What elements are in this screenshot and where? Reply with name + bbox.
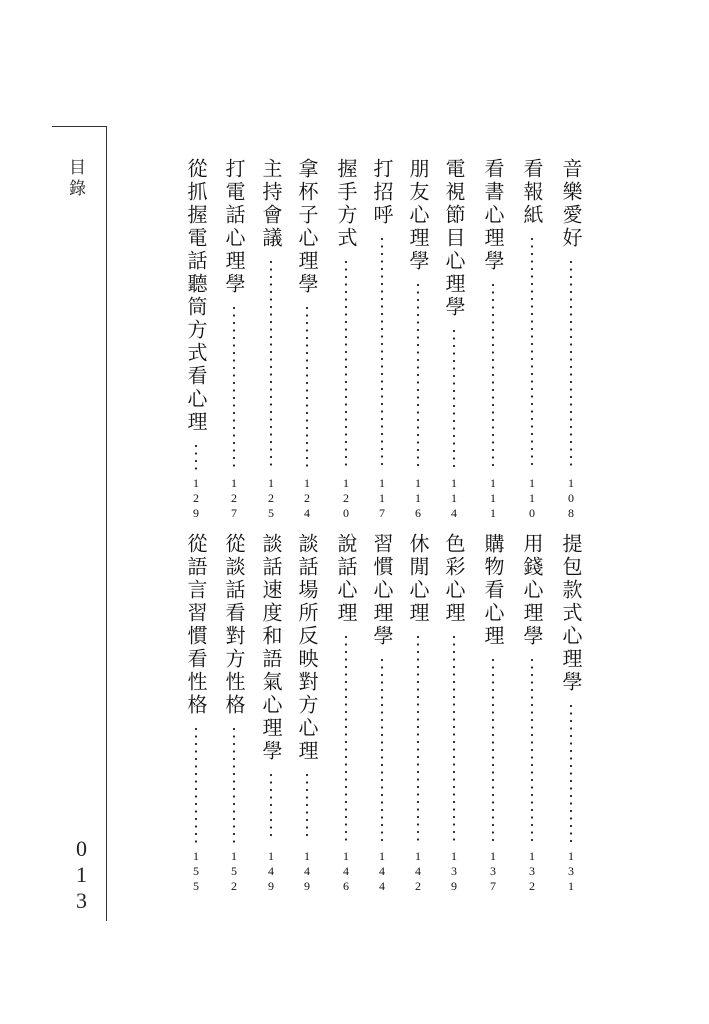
toc-entry-title: 看書心理學: [481, 158, 505, 273]
dot-leader: [529, 235, 535, 472]
toc-entry-page: 131: [564, 849, 578, 894]
toc-entry-page: 149: [264, 849, 278, 894]
dot-leader: [193, 442, 199, 472]
toc-entry-title: 從抓握電話聽筒方式看心理: [184, 158, 208, 434]
toc-entry: [478, 533, 508, 899]
toc-entry-page: 117: [375, 476, 389, 521]
toc-entry-page: 124: [300, 476, 314, 521]
toc-entry-page: 149: [300, 849, 314, 894]
toc-entry: [367, 533, 397, 899]
toc-entry: [331, 158, 361, 526]
toc-entry: [439, 533, 469, 899]
toc-entry-title: 朋友心理學: [406, 158, 430, 273]
toc-entry-page: 108: [564, 476, 578, 521]
toc-entry: [439, 158, 469, 526]
toc-entry: [219, 533, 249, 899]
toc-entry-page: 137: [486, 849, 500, 894]
toc-entry-page: 127: [227, 476, 241, 521]
toc-entry-page: 111: [486, 476, 500, 521]
toc-entry: [403, 158, 433, 526]
toc-entry-title: 習慣心理學: [370, 533, 394, 648]
toc-entry-title: 說話心理: [334, 533, 358, 625]
dot-leader: [415, 281, 421, 472]
toc-entry: [181, 158, 211, 526]
dot-leader: [231, 725, 237, 845]
toc-entry-title: 從談話看對方性格: [222, 533, 246, 717]
toc-entry-page: 114: [447, 476, 461, 521]
dot-leader: [568, 258, 574, 472]
toc-entry: [181, 533, 211, 899]
margin-rule: [106, 126, 107, 921]
toc-entry: [556, 158, 586, 526]
toc-entry: [256, 158, 286, 526]
toc-entry-title: 看報紙: [520, 158, 544, 227]
toc-entry-page: 110: [525, 476, 539, 521]
dot-leader: [343, 258, 349, 472]
toc-entry-page: 129: [189, 476, 203, 521]
dot-leader: [343, 633, 349, 845]
dot-leader: [193, 725, 199, 845]
dot-leader: [304, 304, 310, 472]
toc-entry: [367, 158, 397, 526]
toc-entry-title: 打電話心理學: [222, 158, 246, 296]
toc-entry-page: 120: [339, 476, 353, 521]
toc-entry-title: 從語言習慣看性格: [184, 533, 208, 717]
toc-entry-page: 146: [339, 849, 353, 894]
toc-entry-page: 142: [411, 849, 425, 894]
toc-entry-title: 打招呼: [370, 158, 394, 227]
dot-leader: [379, 235, 385, 472]
section-label: 目錄: [65, 158, 85, 200]
dot-leader: [379, 656, 385, 845]
top-rule: [52, 126, 107, 127]
toc-entry-page: 116: [411, 476, 425, 521]
toc-entry: [403, 533, 433, 899]
dot-leader: [529, 656, 535, 845]
dot-leader: [304, 771, 310, 845]
toc-entry-page: 152: [227, 849, 241, 894]
dot-leader: [568, 702, 574, 845]
page-number: 013: [69, 836, 94, 914]
toc-entry-page: 125: [264, 476, 278, 521]
toc-entry: [292, 158, 322, 526]
toc-entry-title: 主持會議: [259, 158, 283, 250]
toc-entry-page: 139: [447, 849, 461, 894]
toc-entry: [292, 533, 322, 899]
toc-entry: [219, 158, 249, 526]
toc-entry-title: 電視節目心理學: [442, 158, 466, 319]
toc-entry-title: 拿杯子心理學: [295, 158, 319, 296]
toc-entry: [517, 158, 547, 526]
toc-entry: [556, 533, 586, 899]
toc-entry-title: 談話速度和語氣心理學: [259, 533, 283, 763]
toc-entry-title: 休閒心理: [406, 533, 430, 625]
toc-entry: [478, 158, 508, 526]
dot-leader: [415, 633, 421, 845]
dot-leader: [451, 633, 457, 845]
dot-leader: [490, 281, 496, 472]
toc-entry: [256, 533, 286, 899]
dot-leader: [451, 327, 457, 472]
toc-entry-title: 談話場所反映對方心理: [295, 533, 319, 763]
toc-entry-title: 用錢心理學: [520, 533, 544, 648]
dot-leader: [268, 258, 274, 472]
toc-entry: [331, 533, 361, 899]
dot-leader: [268, 771, 274, 845]
toc-entry-title: 握手方式: [334, 158, 358, 250]
toc-entry-title: 色彩心理: [442, 533, 466, 625]
toc-entry-title: 購物看心理: [481, 533, 505, 648]
toc-entry: [517, 533, 547, 899]
toc-entry-page: 144: [375, 849, 389, 894]
dot-leader: [490, 656, 496, 845]
toc-entry-page: 132: [525, 849, 539, 894]
toc-entry-page: 155: [189, 849, 203, 894]
toc-entry-title: 提包款式心理學: [559, 533, 583, 694]
toc-entry-title: 音樂愛好: [559, 158, 583, 250]
dot-leader: [231, 304, 237, 472]
